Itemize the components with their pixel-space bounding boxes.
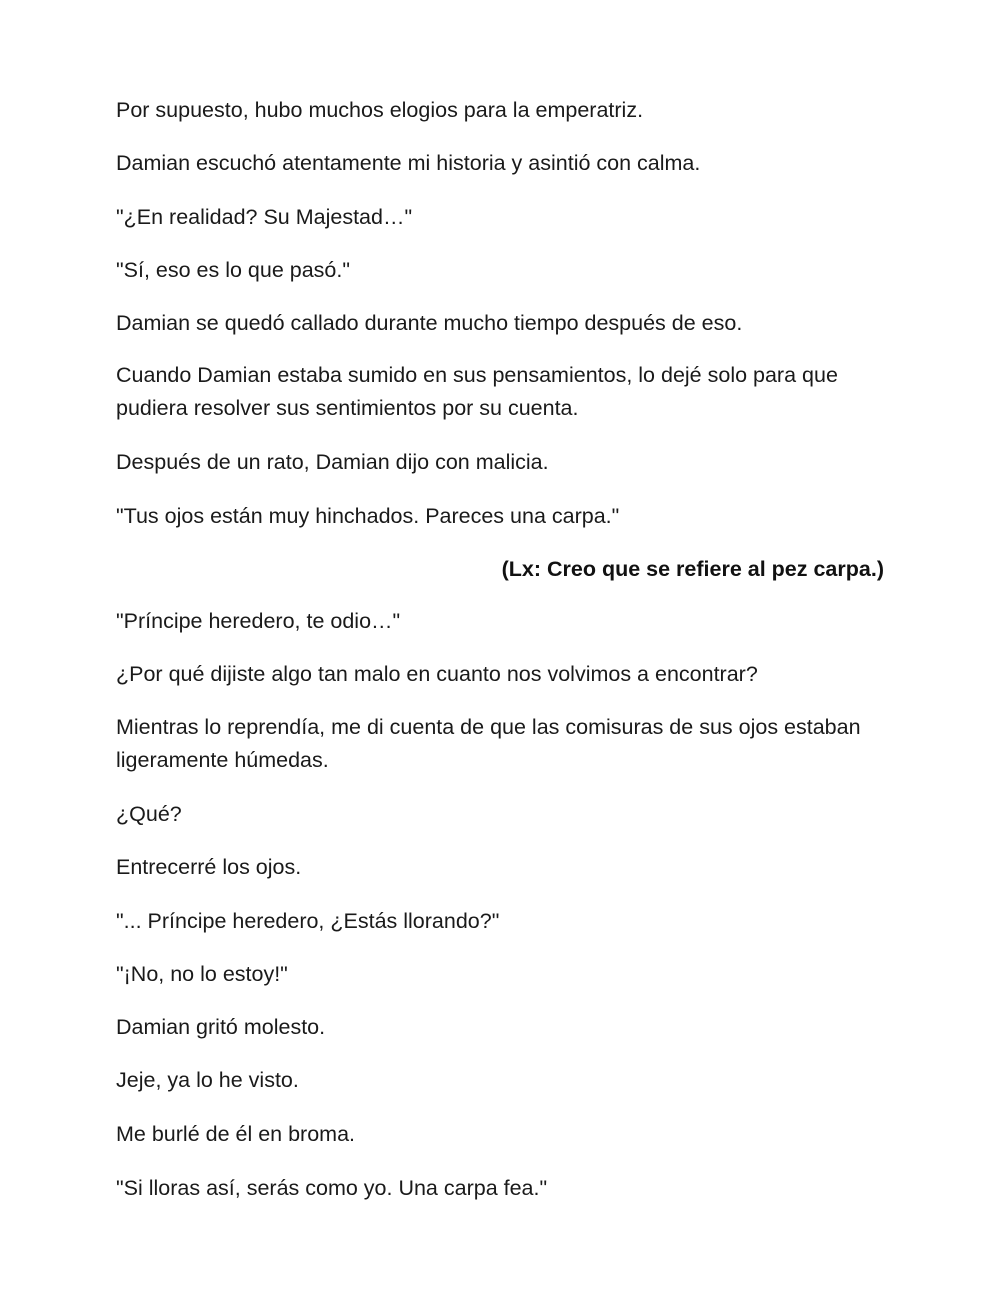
paragraph: "Tus ojos están muy hinchados. Pareces una carpa."	[116, 504, 620, 528]
paragraph: Me burlé de él en broma.	[116, 1122, 356, 1146]
paragraph: "¿En realidad? Su Majestad…"	[116, 205, 413, 229]
paragraph: "Si lloras así, serás como yo. Una carpa fea."	[116, 1176, 548, 1200]
paragraph: "... Príncipe heredero, ¿Estás llorando?"	[116, 909, 500, 933]
paragraph: Damian gritó molesto.	[116, 1015, 326, 1039]
paragraph: "Sí, eso es lo que pasó."	[116, 258, 350, 282]
paragraph: Por supuesto, hubo muchos elogios para la emperatriz.	[116, 98, 644, 122]
paragraph: ¿Qué?	[116, 802, 182, 826]
paragraph: "¡No, no lo estoy!"	[116, 962, 288, 986]
paragraph: Cuando Damian estaba sumido en sus pensamientos, lo dejé solo para que pudiera resolver sus sentimientos por su cuenta.	[116, 363, 838, 420]
translator-note: (Lx: Creo que se refiere al pez carpa.)	[501, 557, 884, 581]
paragraph: Después de un rato, Damian dijo con malicia.	[116, 450, 549, 474]
paragraph: ¿Por qué dijiste algo tan malo en cuanto nos volvimos a encontrar?	[116, 662, 758, 686]
paragraph: Entrecerré los ojos.	[116, 855, 302, 879]
paragraph: Jeje, ya lo he visto.	[116, 1068, 299, 1092]
paragraph: Damian escuchó atentamente mi historia y asintió con calma.	[116, 151, 701, 175]
paragraph: "Príncipe heredero, te odio…"	[116, 609, 401, 633]
paragraph: Damian se quedó callado durante mucho tiempo después de eso.	[116, 311, 743, 335]
paragraph: Mientras lo reprendía, me di cuenta de que las comisuras de sus ojos estaban ligeramente húmedas.	[116, 715, 861, 772]
